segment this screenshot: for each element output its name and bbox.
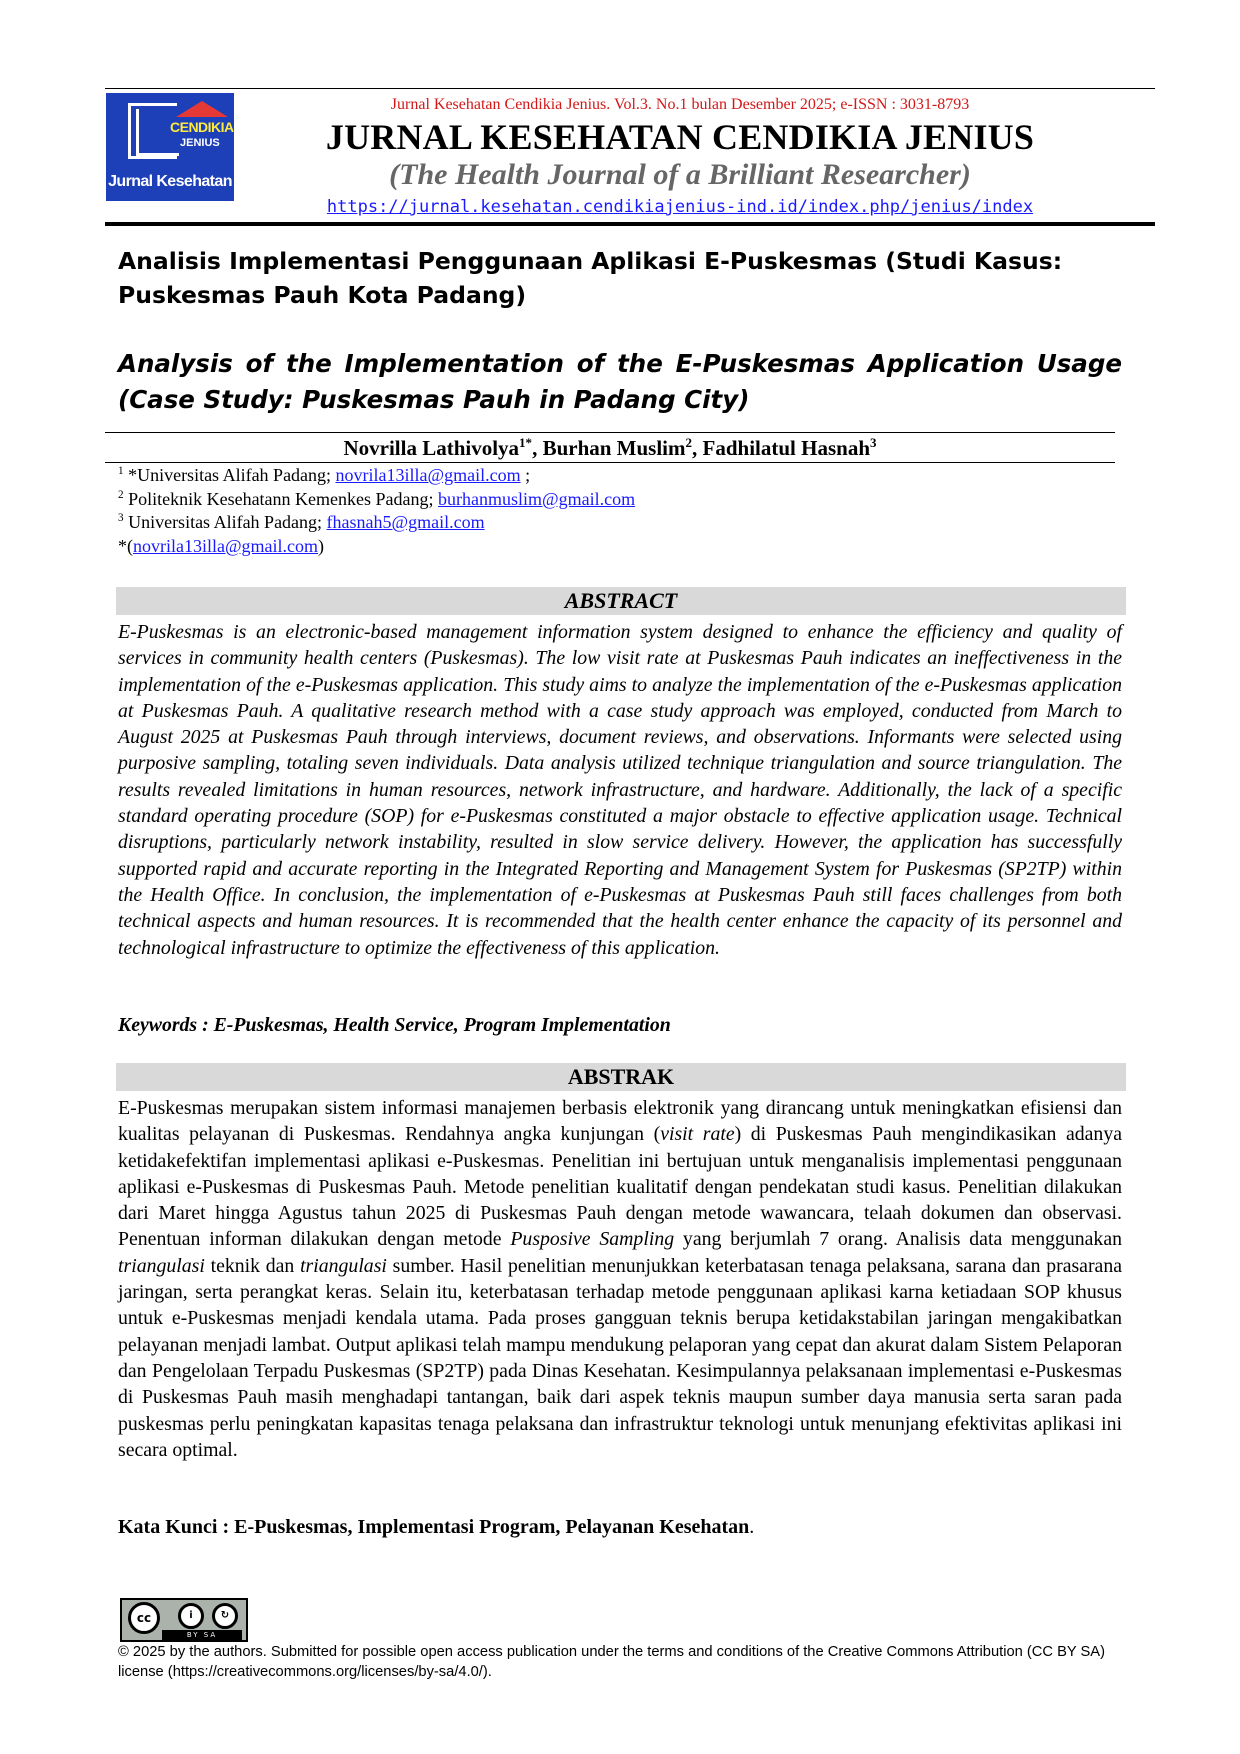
affiliation-number: 3 bbox=[118, 512, 124, 524]
header-bottom-rule bbox=[105, 222, 1155, 226]
author-superscript: 1* bbox=[519, 435, 533, 450]
person-icon: i bbox=[178, 1603, 204, 1629]
abstract-heading: ABSTRACT bbox=[116, 587, 1126, 615]
logo-text-cendikia: CENDIKIA bbox=[170, 119, 234, 135]
author-name: Novrilla Lathivolya bbox=[343, 436, 520, 460]
email-link[interactable]: fhasnah5@gmail.com bbox=[326, 512, 485, 532]
paper-title-indonesian: Analisis Implementasi Penggunaan Aplikasi E-Puskesmas (Studi Kasus: Puskesmas Pauh Kota Padang) bbox=[118, 247, 1063, 309]
author-superscript: 2 bbox=[685, 435, 693, 450]
email-link[interactable]: novrila13illa@gmail.com bbox=[133, 535, 319, 556]
logo-text-jenius: JENIUS bbox=[180, 137, 220, 149]
affiliations bbox=[118, 464, 1018, 558]
journal-title: JURNAL KESEHATAN CENDIKIA JENIUS bbox=[325, 117, 1035, 157]
author-separator: , bbox=[692, 436, 703, 460]
author-list bbox=[105, 436, 1115, 461]
author-name: Fadhilatul Hasnah bbox=[702, 436, 871, 460]
corresponding-suffix: ) bbox=[318, 535, 325, 556]
header-top-rule bbox=[105, 88, 1155, 89]
corresponding-prefix: *( bbox=[118, 535, 133, 556]
journal-url-link[interactable]: https://jurnal.kesehatan.cendikiajenius-ind.id/index.php/jenius/index bbox=[326, 197, 1034, 217]
corresponding-author bbox=[118, 535, 1018, 559]
journal-logo bbox=[106, 93, 234, 201]
logo-text-jurnal-kesehatan: Jurnal Kesehatan bbox=[108, 173, 232, 190]
share-alike-icon: ↻ bbox=[212, 1603, 238, 1629]
affiliation-tail: ; bbox=[520, 465, 531, 485]
abstrak-heading: ABSTRAK bbox=[116, 1063, 1126, 1091]
affiliation-text: Politeknik Kesehatann Kemenkes Padang; bbox=[123, 488, 439, 509]
email-link[interactable]: burhanmuslim@gmail.com bbox=[438, 488, 636, 509]
author-name: Burhan Muslim bbox=[542, 436, 686, 460]
graduation-cap-icon bbox=[176, 101, 228, 117]
license-text: © 2025 by the authors. Submitted for possible open access publication under the terms and conditions of the Creative Commons Attribution (CC BY SA) license (https://creativecommons.org/licenses/by-sa/4.0/). bbox=[118, 1644, 1105, 1680]
email-link[interactable]: novrila13illa@gmail.com bbox=[335, 465, 521, 485]
paper-title-english: Analysis of the Implementation of the E-Puskesmas Application Usage (Case Study: Puskesmas Pauh in Padang City) bbox=[118, 349, 1122, 414]
journal-subtitle: (The Health Journal of a Brilliant Researcher) bbox=[389, 158, 971, 191]
affiliation-item bbox=[118, 464, 1018, 488]
abstract-indonesian-body: E-Puskesmas merupakan sistem informasi manajemen berbasis elektronik yang dirancang untuk meningkatkan efisiensi dan kualitas pelayanan di Puskesmas. Rendahnya angka kunjungan (visit rate) di Puskesmas Pauh mengindikasikan adanya ketidakefektifan implementasi aplikasi e-Puskesmas. Penelitian ini bertujuan untuk menganalisis implementasi penggunaan aplikasi e-Puskesmas di Puskesmas Pauh. Metode penelitian kualitatif dengan pendekatan studi kasus. Penelitian dilakukan dari Maret hingga Agustus tahun 2025 di Puskesmas Pauh dengan metode wawancara, telaah dokumen dan observasi. Penentuan informan dilakukan dengan metode Pusposive Sampling yang berjumlah 7 orang. Analisis data menggunakan triangulasi teknik dan triangulasi sumber. Hasil penelitian menunjukkan keterbatasan tenaga pelaksana, sarana dan prasarana jaringan, serta perangkat keras. Selain itu, keterbatasan terhadap metode penggunaan aplikasi karna ketiadaan SOP khusus untuk e-Puskesmas menjadi kendala utama. Pada proses gangguan teknis berupa ketidakstabilan jaringan mengakibatkan pelayanan menjadi lambat. Output aplikasi telah mampu mendukung pelaporan yang cepat dan akurat dalam Sistem Pelaporan dan Pengelolaan Terpadu Puskesmas (SP2TP) pada Dinas Kesehatan. Kesimpulannya pelaksanaan implementasi e-Puskesmas di Puskesmas Pauh masih menghadapi tantangan, baik dari aspek teknis maupun sumber daya manusia serta saran pada puskesmas perlu peningkatan kapasitas tenaga pelaksana dan infrastruktur teknologi untuk menunjang efektivitas aplikasi ini secara optimal. bbox=[118, 1097, 1123, 1461]
affiliation-number: 1 bbox=[118, 465, 124, 477]
affiliation-item bbox=[118, 488, 1018, 512]
keywords-indonesian bbox=[118, 1516, 1122, 1539]
affiliation-text: Universitas Alifah Padang; bbox=[123, 512, 327, 532]
cc-license-label: BY SA bbox=[162, 1630, 242, 1640]
keywords-period: . bbox=[749, 1516, 755, 1538]
affiliation-text: *Universitas Alifah Padang; bbox=[123, 465, 336, 485]
abstract-english-body: E-Puskesmas is an electronic-based management information system designed to enhance the efficiency and quality of services in community health centers (Puskesmas). The low visit rate at Puskesmas Pauh indicates an ineffectiveness in the implementation of the e-Puskesmas application. This study aims to analyze the implementation of the e-Puskesmas application at Puskesmas Pauh. A qualitative research method with a case study approach was employed, conducted from March to August 2025 at Puskesmas Pauh through interviews, document reviews, and observations. Informants were selected using purposive sampling, totaling seven individuals. Data analysis utilized technique triangulation and source triangulation. The results revealed limitations in human resources, network infrastructure, and hardware. Additionally, the lack of a specific standard operating procedure (SOP) for e-Puskesmas constituted a major obstacle to effective application usage. Technical disruptions, particularly network instability, resulted in slow service delivery. However, the application has successfully supported rapid and accurate reporting in the Integrated Reporting and Management System for Puskesmas (SP2TP) within the Health Office. In conclusion, the implementation of e-Puskesmas at Puskesmas Pauh still faces challenges from both technical aspects and human resources. It is recommended that the health center enhance the capacity of its personnel and technological infrastructure to optimize the effectiveness of this application. bbox=[118, 621, 1122, 959]
keywords-indonesian-text: Kata Kunci : E-Puskesmas, Implementasi Program, Pelayanan Kesehatan bbox=[118, 1516, 750, 1538]
authors-top-rule bbox=[105, 432, 1115, 433]
affiliation-number: 2 bbox=[118, 488, 124, 501]
issue-line: Jurnal Kesehatan Cendikia Jenius. Vol.3. No.1 bulan Desember 2025; e-ISSN : 3031-8793 bbox=[390, 96, 970, 113]
affiliation-item bbox=[118, 511, 1018, 535]
author-separator: , bbox=[532, 436, 543, 460]
cc-icon: cc bbox=[128, 1602, 160, 1634]
author-superscript: 3 bbox=[870, 435, 877, 450]
cc-by-sa-badge[interactable] bbox=[120, 1598, 248, 1642]
authors-bottom-rule bbox=[105, 462, 1115, 463]
keywords-english: Keywords : E-Puskesmas, Health Service, Program Implementation bbox=[118, 1014, 671, 1036]
